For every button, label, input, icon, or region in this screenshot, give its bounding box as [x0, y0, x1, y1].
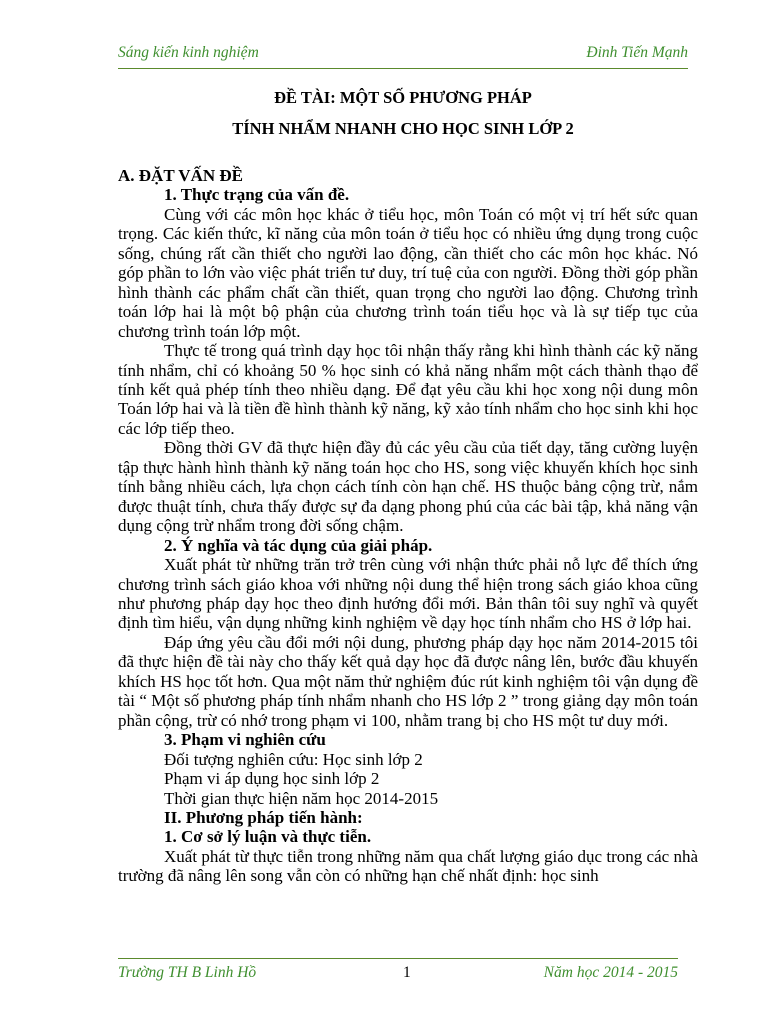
list-item-1: Đối tượng nghiên cứu: Học sinh lớp 2	[164, 749, 423, 769]
paragraph-2: Thực tế trong quá trình dạy học tôi nhận thấy rằng khi hình thành các kỹ năng tính nhẩm, chỉ có khoảng 50 % học sinh có khả năng nhẩm một cách thành thạo để tính kết quả phép tính theo nhiều dạng. Để đạt yêu cầu khi học xong nội dung môn Toán lớp hai và là tiền đề hình thành kỹ năng, kỹ xảo tính nhẩm cho học sinh khi học các lớp tiếp theo.	[118, 341, 698, 438]
header-right-text: Đinh Tiến Mạnh	[586, 44, 688, 61]
heading-1: 1. Thực trạng của vấn đề.	[164, 185, 350, 205]
list-item-2: Phạm vi áp dụng học sinh lớp 2	[164, 769, 380, 789]
header-left-text: Sáng kiến kinh nghiệm	[118, 44, 259, 61]
paragraph-5: Đáp ứng yêu cầu đổi mới nội dung, phương pháp dạy học năm 2014-2015 tôi đã thực hiện đề tài này cho thấy kết quả dạy học đã được nâng lên, bước đầu khuyến khích HS học tốt hơn. Qua một năm thử nghiệm đúc rút kinh nghiệm tôi vận dụng đề tài “ Một số phương pháp tính nhẩm nhanh cho HS lớp 2 ” trong giảng dạy môn toán phần cộng, trừ có nhớ trong phạm vi 100, nhằm trang bị cho HS một tư duy mới.	[118, 632, 698, 730]
paragraph-3: Đồng thời GV đã thực hiện đầy đủ các yêu cầu của tiết dạy, tăng cường luyện tập thực hành hình thành kỹ năng toán học cho HS, song việc khuyến khích học sinh tính bằng nhiều cách, lựa chọn cách tính còn hạn chế. HS thuộc bảng cộng trừ, nắm được thuật tính, chưa thấy được sự đa dạng phong phú của các bài tập, khả năng vận dụng cộng trừ nhẩm trong đời sống chậm.	[118, 438, 698, 536]
paragraph-1: Cùng với các môn học khác ở tiểu học, môn Toán có một vị trí hết sức quan trọng. Các kiến thức, kĩ năng của môn toán ở tiểu học có nhiều ứng dụng trong cuộc sống, chúng rất cần thiết cho người lao động, cần thiết cho các môn học khác. Nó góp phần to lớn vào việc phát triển tư duy, trí tuệ của con người. Đồng thời góp phần hình thành các phẩm chất cần thiết, quan trọng cho người lao động. Chương trình toán lớp hai là một bộ phận của chương trình toán tiểu học và là sự tiếp tục của chương trình toán lớp một.	[118, 204, 698, 341]
title-line-2: TÍNH NHẨM NHANH CHO HỌC SINH LỚP 2	[232, 119, 574, 138]
page-footer	[118, 958, 678, 985]
heading-5: 1. Cơ sở lý luận và thực tiễn.	[164, 827, 372, 847]
heading-4: II. Phương pháp tiến hành:	[164, 807, 363, 827]
page-header	[118, 40, 688, 69]
heading-3: 3. Phạm vi nghiên cứu	[164, 730, 326, 750]
paragraph-6: Xuất phát từ thực tiễn trong những năm qua chất lượng giáo dục trong các nhà trường đã nâng lên song vẫn còn có những hạn chế nhất định: học sinh	[118, 846, 698, 886]
heading-2: 2. Ý nghĩa và tác dụng của giải pháp.	[164, 535, 433, 555]
footer-school-year: Năm học 2014 - 2015	[543, 964, 678, 981]
list-item-3: Thời gian thực hiện năm học 2014-2015	[164, 788, 439, 808]
section-a-heading: A. ĐẶT VẤN ĐỀ	[118, 166, 244, 185]
title-line-1: ĐỀ TÀI: MỘT SỐ PHƯƠNG PHÁP	[274, 88, 532, 107]
document-body	[118, 166, 698, 886]
footer-school: Trường TH B Linh Hồ	[118, 964, 257, 981]
page-number: 1	[403, 964, 411, 981]
paragraph-4: Xuất phát từ những trăn trở trên cùng với nhận thức phải nỗ lực để thích ứng chương trình sách giáo khoa với những nội dung thể hiện trong sách giáo khoa cũng như phương pháp dạy học theo định hướng đổi mới. Bản thân tôi suy nghĩ và quyết định tìm hiểu, vận dụng những kinh nghiệm về dạy học tính nhẩm cho HS ở lớp hai.	[118, 555, 698, 633]
